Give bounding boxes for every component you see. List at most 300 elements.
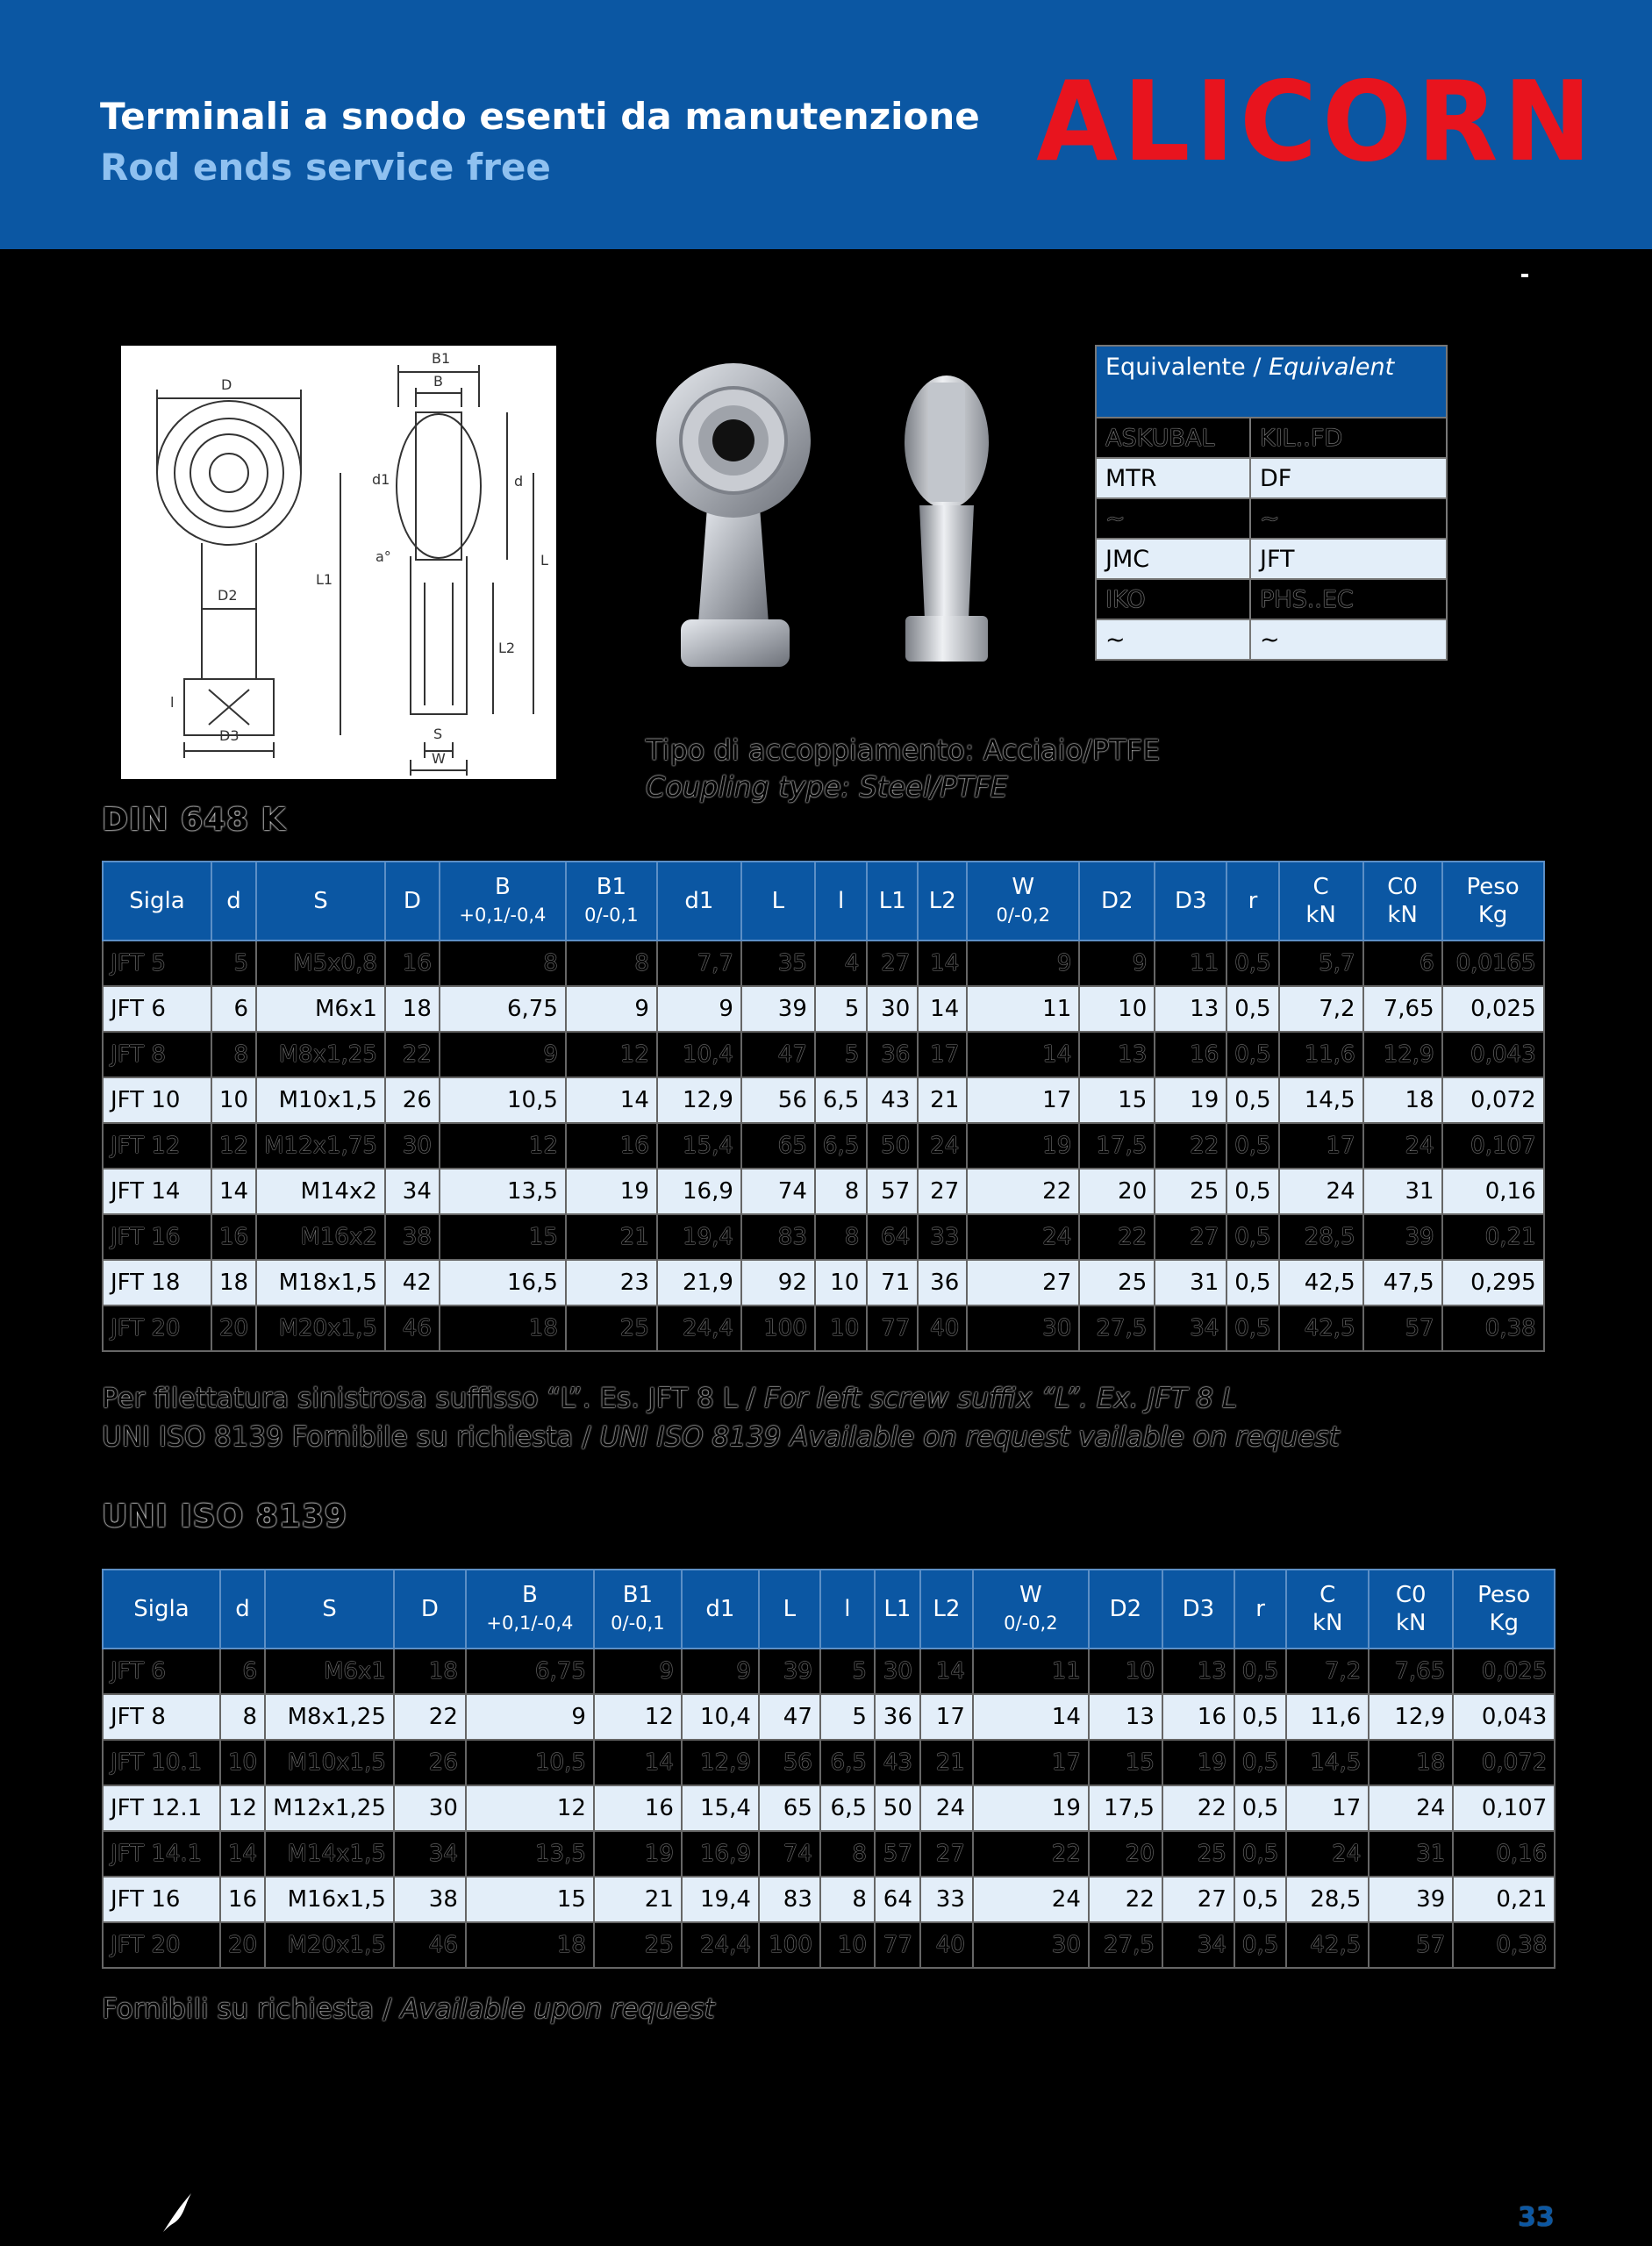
- table-cell: 9: [1079, 941, 1155, 986]
- table-cell: 0,16: [1442, 1169, 1544, 1214]
- table-row: [103, 1877, 1555, 1922]
- table-cell: 83: [759, 1877, 820, 1922]
- table-cell: 22: [1089, 1877, 1162, 1922]
- equivalents-title: [1096, 346, 1447, 418]
- column-header: [1226, 862, 1278, 941]
- table-cell: 17: [973, 1740, 1089, 1785]
- table-cell: 0,5: [1226, 986, 1278, 1032]
- table-cell: 6,75: [440, 986, 566, 1032]
- part-code-cell: JFT 12.1: [103, 1785, 220, 1831]
- column-header: [1453, 1570, 1555, 1649]
- table-cell: 13: [1162, 1649, 1234, 1694]
- table-cell: 9: [594, 1649, 682, 1694]
- table-cell: 7,2: [1286, 1649, 1369, 1694]
- table-cell: 39: [1363, 1214, 1442, 1260]
- part-code-cell: JFT 16: [103, 1877, 220, 1922]
- left-thread-note: [102, 1383, 1237, 1414]
- table-cell: 0,025: [1453, 1649, 1555, 1694]
- table-cell: 21,9: [657, 1260, 741, 1305]
- part-code-cell: JFT 20: [103, 1922, 220, 1968]
- table-cell: 13: [1079, 1032, 1155, 1077]
- table-cell: M16x1,5: [265, 1877, 394, 1922]
- column-header-label: d: [226, 888, 241, 914]
- table-cell: 0,5: [1234, 1922, 1286, 1968]
- column-header-label: D3: [1182, 1596, 1215, 1622]
- table-cell: 16: [566, 1123, 657, 1169]
- table-cell: 15,4: [657, 1123, 741, 1169]
- table-row: [103, 1305, 1544, 1351]
- table-cell: 16,5: [440, 1260, 566, 1305]
- table-cell: 8: [815, 1169, 867, 1214]
- table-cell: 24,4: [682, 1922, 759, 1968]
- table-cell: 0,025: [1442, 986, 1544, 1032]
- table-cell: 0,107: [1453, 1785, 1555, 1831]
- part-code-cell: JFT 14.1: [103, 1831, 220, 1877]
- table-cell: 30: [875, 1649, 920, 1694]
- table-cell: 56: [759, 1740, 820, 1785]
- table-cell: 8: [440, 941, 566, 986]
- table-cell: 65: [741, 1123, 815, 1169]
- column-header: [440, 862, 566, 941]
- table-cell: 21: [918, 1077, 967, 1123]
- table-cell: 30: [973, 1922, 1089, 1968]
- table-cell: 22: [394, 1694, 466, 1740]
- table-cell: 43: [867, 1077, 918, 1123]
- table-cell: 64: [867, 1214, 918, 1260]
- coupling-type: [646, 733, 1160, 804]
- table-cell: 0,043: [1453, 1694, 1555, 1740]
- table-cell: 100: [741, 1305, 815, 1351]
- column-header-label: l: [844, 1596, 851, 1622]
- table-cell: 14: [920, 1649, 973, 1694]
- column-header: [1363, 862, 1442, 941]
- table-cell: 16: [594, 1785, 682, 1831]
- equivalent-code: PHS..EC: [1250, 579, 1447, 619]
- table-row: [103, 1032, 1544, 1077]
- table-cell: 36: [875, 1694, 920, 1740]
- table-cell: 74: [759, 1831, 820, 1877]
- table-row: [103, 1649, 1555, 1694]
- table-cell: 0,107: [1442, 1123, 1544, 1169]
- table-cell: 9: [657, 986, 741, 1032]
- page-title-english: Rod ends service free: [100, 146, 551, 189]
- table-cell: 33: [918, 1214, 967, 1260]
- equivalent-brand: ASKUBAL: [1096, 418, 1250, 458]
- table-cell: 12,9: [1363, 1032, 1442, 1077]
- table-cell: 26: [385, 1077, 440, 1123]
- table-cell: 0,5: [1234, 1785, 1286, 1831]
- feather-icon: [158, 2190, 195, 2234]
- table-cell: 11: [973, 1649, 1089, 1694]
- table-cell: 13,5: [466, 1831, 594, 1877]
- table-cell: 0,5: [1234, 1649, 1286, 1694]
- table-cell: 65: [759, 1785, 820, 1831]
- column-header-label: Sigla: [129, 888, 185, 914]
- table-cell: 77: [867, 1305, 918, 1351]
- table-cell: 14: [918, 986, 967, 1032]
- column-header-label: D: [403, 888, 421, 914]
- table-cell: 24,4: [657, 1305, 741, 1351]
- table-row: [103, 1214, 1544, 1260]
- section-title-iso: UNI ISO 8139: [102, 1499, 347, 1534]
- column-header: [682, 1570, 759, 1649]
- table-cell: 57: [867, 1169, 918, 1214]
- table-cell: 56: [741, 1077, 815, 1123]
- column-header-label: C: [1312, 874, 1329, 900]
- column-header: [1369, 1570, 1453, 1649]
- table-row: [103, 1694, 1555, 1740]
- table-cell: 47,5: [1363, 1260, 1442, 1305]
- table-cell: 19: [594, 1831, 682, 1877]
- table-cell: 46: [394, 1922, 466, 1968]
- table-cell: 6,5: [820, 1785, 875, 1831]
- table-cell: 6,5: [815, 1077, 867, 1123]
- table-cell: 42,5: [1279, 1260, 1363, 1305]
- table-cell: 25: [1155, 1169, 1226, 1214]
- column-header-label: L2: [928, 888, 956, 914]
- table-cell: 0,21: [1453, 1877, 1555, 1922]
- table-cell: 19,4: [657, 1214, 741, 1260]
- table-cell: 18: [466, 1922, 594, 1968]
- table-cell: 36: [867, 1032, 918, 1077]
- equivalent-code: JFT: [1250, 539, 1447, 579]
- table-cell: 19: [1155, 1077, 1226, 1123]
- table-cell: 24: [1279, 1169, 1363, 1214]
- page-title-italian: Terminali a snodo esenti da manutenzione: [100, 95, 980, 138]
- part-code-cell: JFT 8: [103, 1694, 220, 1740]
- column-header-label: D2: [1100, 888, 1134, 914]
- table-cell: 6,5: [815, 1123, 867, 1169]
- table-cell: 0,5: [1226, 1077, 1278, 1123]
- column-header-label: S: [313, 888, 328, 914]
- part-code-cell: JFT 5: [103, 941, 211, 986]
- table-cell: 17: [967, 1077, 1079, 1123]
- table-cell: 18: [1369, 1740, 1453, 1785]
- column-header-label: L1: [883, 1596, 912, 1622]
- table-row: [103, 986, 1544, 1032]
- column-header: [815, 862, 867, 941]
- iso-availability-note: [102, 1421, 1340, 1453]
- table-cell: 0,5: [1226, 1123, 1278, 1169]
- part-code-cell: JFT 10.1: [103, 1740, 220, 1785]
- table-cell: 34: [1162, 1922, 1234, 1968]
- equivalent-brand: ~: [1096, 619, 1250, 660]
- column-header: [1286, 1570, 1369, 1649]
- column-header: [820, 1570, 875, 1649]
- column-header-label: C0: [1395, 1582, 1427, 1608]
- availability-note: [102, 1993, 715, 2025]
- coupling-type-english: Coupling type: Steel/PTFE: [646, 770, 1008, 804]
- table-cell: M5x0,8: [256, 941, 385, 986]
- table-cell: 20: [1089, 1831, 1162, 1877]
- table-cell: 35: [741, 941, 815, 986]
- svg-text:D3: D3: [219, 727, 240, 744]
- table-cell: 12: [440, 1123, 566, 1169]
- column-header-label: D2: [1109, 1596, 1142, 1622]
- table-cell: 12: [594, 1694, 682, 1740]
- equivalents-title-italic: Equivalent: [1269, 354, 1395, 381]
- table-cell: 9: [466, 1694, 594, 1740]
- table-cell: 14,5: [1286, 1740, 1369, 1785]
- table-cell: 27: [967, 1260, 1079, 1305]
- table-cell: 14: [211, 1169, 256, 1214]
- table-cell: 47: [759, 1694, 820, 1740]
- table-cell: M10x1,5: [256, 1077, 385, 1123]
- table-cell: 14,5: [1279, 1077, 1363, 1123]
- table-cell: 21: [566, 1214, 657, 1260]
- table-cell: 27,5: [1089, 1922, 1162, 1968]
- column-header: [566, 862, 657, 941]
- table-cell: M14x2: [256, 1169, 385, 1214]
- table-cell: 22: [973, 1831, 1089, 1877]
- table-row: [103, 1260, 1544, 1305]
- table-cell: 27: [920, 1831, 973, 1877]
- column-header-unit: 0/-0,2: [996, 905, 1050, 926]
- equivalent-brand: JMC: [1096, 539, 1250, 579]
- table-cell: 13: [1155, 986, 1226, 1032]
- table-cell: 22: [1155, 1123, 1226, 1169]
- table-cell: 9: [682, 1649, 759, 1694]
- table-cell: 0,5: [1226, 941, 1278, 986]
- table-cell: 57: [1363, 1305, 1442, 1351]
- table-cell: 5: [815, 1032, 867, 1077]
- table-cell: 21: [594, 1877, 682, 1922]
- table-cell: 11: [1155, 941, 1226, 986]
- table-cell: 5: [820, 1649, 875, 1694]
- table-cell: 42: [385, 1260, 440, 1305]
- table-cell: 7,65: [1363, 986, 1442, 1032]
- table-cell: 19: [973, 1785, 1089, 1831]
- table-cell: 10: [1079, 986, 1155, 1032]
- equivalent-brand: MTR: [1096, 458, 1250, 498]
- table-cell: 74: [741, 1169, 815, 1214]
- table-cell: 6: [211, 986, 256, 1032]
- svg-text:a°: a°: [375, 548, 391, 565]
- equivalents-title-plain: Equivalente /: [1105, 354, 1269, 381]
- table-cell: 50: [875, 1785, 920, 1831]
- table-cell: 40: [918, 1305, 967, 1351]
- table-cell: 9: [440, 1032, 566, 1077]
- table-cell: 10,4: [657, 1032, 741, 1077]
- table-cell: 14: [566, 1077, 657, 1123]
- table-cell: 16: [1162, 1694, 1234, 1740]
- table-cell: 22: [1079, 1214, 1155, 1260]
- table-cell: 57: [875, 1831, 920, 1877]
- table-cell: M12x1,25: [265, 1785, 394, 1831]
- table-cell: 18: [1363, 1077, 1442, 1123]
- table-cell: 5: [815, 986, 867, 1032]
- table-row: [103, 1169, 1544, 1214]
- coupling-type-italian: Tipo di accoppiamento: Acciaio/PTFE: [646, 733, 1161, 767]
- column-header-unit: kN: [1312, 1610, 1343, 1636]
- column-header-label: Peso: [1477, 1582, 1531, 1608]
- table-cell: 30: [967, 1305, 1079, 1351]
- table-cell: M12x1,75: [256, 1123, 385, 1169]
- column-header-label: Peso: [1466, 874, 1520, 900]
- left-thread-note-italian: Per filettatura sinistrosa suffisso “L”. Es. JFT 8 L /: [102, 1383, 765, 1414]
- table-cell: 0,5: [1226, 1305, 1278, 1351]
- table-cell: 39: [759, 1649, 820, 1694]
- table-cell: 30: [867, 986, 918, 1032]
- table-cell: 0,043: [1442, 1032, 1544, 1077]
- table-cell: 31: [1369, 1831, 1453, 1877]
- table-cell: 39: [741, 986, 815, 1032]
- table-cell: M14x1,5: [265, 1831, 394, 1877]
- column-header: [759, 1570, 820, 1649]
- column-header: [1155, 862, 1226, 941]
- table-cell: 12,9: [682, 1740, 759, 1785]
- table-cell: 28,5: [1279, 1214, 1363, 1260]
- table-cell: M16x2: [256, 1214, 385, 1260]
- spec-table-uni-iso-8139: [102, 1569, 1555, 1969]
- equivalents-row: [1096, 418, 1447, 458]
- svg-text:S: S: [433, 726, 443, 742]
- table-cell: 19: [566, 1169, 657, 1214]
- table-cell: 18: [440, 1305, 566, 1351]
- table-cell: 16: [220, 1877, 265, 1922]
- column-header-label: d: [235, 1596, 250, 1622]
- column-header-label: B: [494, 874, 511, 900]
- svg-text:D: D: [221, 376, 232, 393]
- table-cell: 11: [967, 986, 1079, 1032]
- table-cell: 38: [394, 1877, 466, 1922]
- column-header: [920, 1570, 973, 1649]
- table-cell: 28,5: [1286, 1877, 1369, 1922]
- table-cell: 34: [394, 1831, 466, 1877]
- table-cell: 14: [973, 1694, 1089, 1740]
- table-cell: 23: [566, 1260, 657, 1305]
- table-cell: 24: [920, 1785, 973, 1831]
- column-header: [103, 1570, 220, 1649]
- table-cell: 25: [1079, 1260, 1155, 1305]
- column-header-label: W: [1019, 1582, 1042, 1608]
- table-cell: 9: [967, 941, 1079, 986]
- column-header-label: B1: [596, 874, 627, 900]
- part-code-cell: JFT 20: [103, 1305, 211, 1351]
- table-cell: 17,5: [1079, 1123, 1155, 1169]
- table-row: [103, 1123, 1544, 1169]
- svg-text:B: B: [433, 373, 443, 390]
- part-code-cell: JFT 6: [103, 1649, 220, 1694]
- part-code-cell: JFT 12: [103, 1123, 211, 1169]
- table-cell: 0,5: [1226, 1260, 1278, 1305]
- decorative-dot: [1521, 274, 1528, 277]
- column-header-unit: kN: [1305, 902, 1336, 928]
- table-cell: 36: [918, 1260, 967, 1305]
- table-cell: 0,5: [1234, 1694, 1286, 1740]
- table-cell: M10x1,5: [265, 1740, 394, 1785]
- table-cell: 0,38: [1453, 1922, 1555, 1968]
- table-cell: 77: [875, 1922, 920, 1968]
- table-cell: 0,16: [1453, 1831, 1555, 1877]
- table-cell: 33: [920, 1877, 973, 1922]
- table-cell: 7,65: [1369, 1649, 1453, 1694]
- table-cell: 17: [918, 1032, 967, 1077]
- column-header: [1279, 862, 1363, 941]
- table-cell: 38: [385, 1214, 440, 1260]
- table-cell: 46: [385, 1305, 440, 1351]
- svg-text:W: W: [432, 750, 446, 767]
- table-cell: 12: [220, 1785, 265, 1831]
- table-cell: M6x1: [256, 986, 385, 1032]
- equivalent-code: ~: [1250, 619, 1447, 660]
- table-row: [103, 1831, 1555, 1877]
- column-header: [256, 862, 385, 941]
- part-code-cell: JFT 16: [103, 1214, 211, 1260]
- table-cell: 22: [967, 1169, 1079, 1214]
- svg-text:D2: D2: [218, 587, 238, 604]
- table-cell: 7,2: [1279, 986, 1363, 1032]
- table-cell: 9: [566, 986, 657, 1032]
- table-cell: 57: [1369, 1922, 1453, 1968]
- table-cell: 24: [973, 1877, 1089, 1922]
- column-header-unit: kN: [1395, 1610, 1427, 1636]
- table-cell: 0,0165: [1442, 941, 1544, 986]
- column-header-label: d1: [705, 1596, 735, 1622]
- column-header: [211, 862, 256, 941]
- table-cell: 25: [1162, 1831, 1234, 1877]
- equivalents-row: [1096, 498, 1447, 539]
- table-cell: 0,295: [1442, 1260, 1544, 1305]
- table-cell: 64: [875, 1877, 920, 1922]
- table-cell: 16,9: [657, 1169, 741, 1214]
- table-cell: M20x1,5: [256, 1305, 385, 1351]
- table-cell: 34: [1155, 1305, 1226, 1351]
- table-cell: 0,5: [1234, 1740, 1286, 1785]
- column-header: [1162, 1570, 1234, 1649]
- table-cell: 21: [920, 1740, 973, 1785]
- column-header-label: D: [420, 1596, 439, 1622]
- table-cell: 14: [918, 941, 967, 986]
- table-cell: 22: [385, 1032, 440, 1077]
- column-header-unit: +0,1/-0,4: [459, 905, 547, 926]
- column-header-label: l: [837, 888, 845, 914]
- table-cell: 26: [394, 1740, 466, 1785]
- column-header: [867, 862, 918, 941]
- table-cell: 30: [385, 1123, 440, 1169]
- logo-wordmark: ALICORN: [1036, 58, 1597, 187]
- table-cell: 30: [394, 1785, 466, 1831]
- table-cell: 19,4: [682, 1877, 759, 1922]
- table-cell: 0,072: [1453, 1740, 1555, 1785]
- table-cell: 71: [867, 1260, 918, 1305]
- column-header: [967, 862, 1079, 941]
- column-header: [220, 1570, 265, 1649]
- equivalents-header-row: [1096, 346, 1447, 418]
- table-cell: 31: [1363, 1169, 1442, 1214]
- table-cell: 39: [1369, 1877, 1453, 1922]
- table-cell: 16: [211, 1214, 256, 1260]
- table-cell: 16,9: [682, 1831, 759, 1877]
- table-cell: 15,4: [682, 1785, 759, 1831]
- table-cell: 5,7: [1279, 941, 1363, 986]
- svg-text:L1: L1: [316, 571, 333, 588]
- equivalents-row: [1096, 579, 1447, 619]
- table-cell: 10,5: [440, 1077, 566, 1123]
- column-header: [1089, 1570, 1162, 1649]
- column-header: [385, 862, 440, 941]
- iso-availability-note-english: UNI ISO 8139 Available on request vailable on request: [599, 1421, 1340, 1453]
- table-cell: 20: [220, 1922, 265, 1968]
- column-header-label: L2: [933, 1596, 961, 1622]
- technical-drawing: [121, 346, 556, 779]
- left-thread-note-english: For left screw suffix “L”. Ex. JFT 8 L: [764, 1383, 1238, 1414]
- table-cell: 14: [967, 1032, 1079, 1077]
- svg-text:L: L: [540, 552, 548, 569]
- table-cell: 10: [211, 1077, 256, 1123]
- table-cell: 24: [967, 1214, 1079, 1260]
- table-cell: 0,38: [1442, 1305, 1544, 1351]
